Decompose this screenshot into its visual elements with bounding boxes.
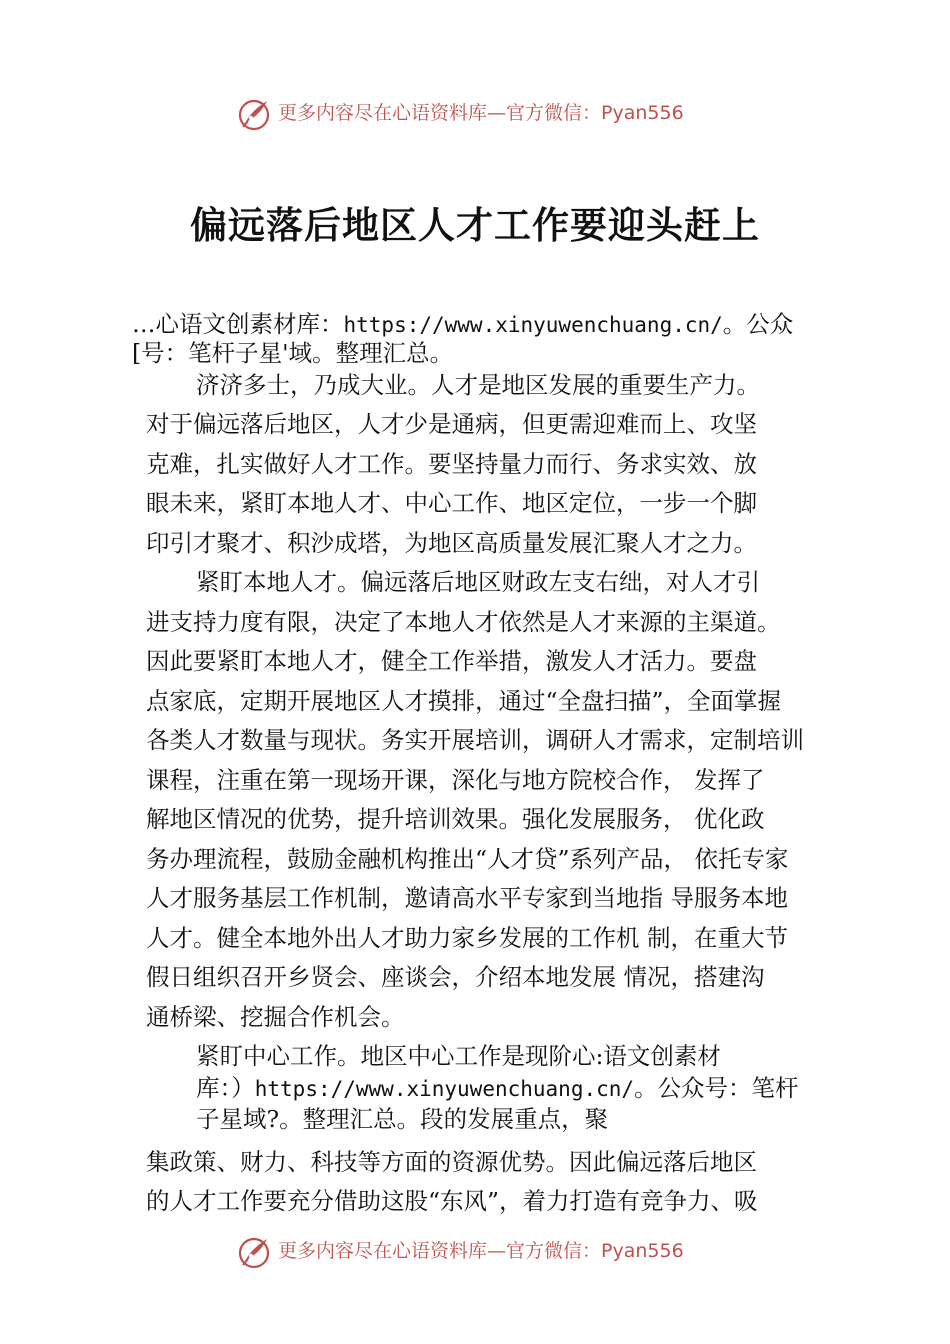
wechat-id: Pyan556 [601,102,684,124]
page-title: 偏远落后地区人才工作要迎头赶上 [190,203,760,247]
paragraph-line: 解地区情况的优势，提升培训效果。强化发展服务， 优化政 [146,805,765,833]
paragraph-line: 假日组织召开乡贤会、座谈会，介绍本地发展 情况，搭建沟 [146,963,765,991]
paragraph-line: 克难，扎实做好人才工作。要坚持量力而行、务求实效、放 [146,450,757,478]
paragraph-line: 紧盯本地人才。偏远落后地区财政左支右绌，对人才引 [196,568,760,596]
header-banner [0,94,950,134]
paragraph-line: 紧盯中心工作。地区中心工作是现阶心:语文创素材 [196,1042,721,1070]
source-url: https://www.xinyuwenchuang.cn/ [343,313,723,337]
paragraph-line: 库：）https://www.xinyuwenchuang.cn/。公众号：笔杆 [196,1074,799,1102]
paragraph-line: 印引才聚才、积沙成塔，为地区高质量发展汇聚人才之力。 [146,529,757,557]
paragraph-line: 人才服务基层工作机制，邀请高水平专家到当地指 导服务本地 [146,884,788,912]
paragraph-line: 课程，注重在第一现场开课，深化与地方院校合作， 发挥了 [146,766,765,794]
paragraph-line: 子星域?。整理汇总。段的发展重点，聚 [196,1105,609,1133]
paragraph-line: 集政策、财力、科技等方面的资源优势。因此偏远落后地区 [146,1148,757,1176]
source-url: https://www.xinyuwenchuang.cn/ [254,1077,635,1101]
banner-text: 更多内容尽在心语资料库—官方微信：Pyan556 [278,1240,684,1262]
paragraph-line: 通桥梁、挖掘合作机会。 [146,1003,405,1031]
paragraph-line: 眼未来，紧盯本地人才、中心工作、地区定位，一步一个脚 [146,489,757,517]
paragraph-line: 点家底，定期开展地区人才摸排，通过“全盘扫描”，全面掌握 [146,687,782,715]
banner-text: 更多内容尽在心语资料库—官方微信：Pyan556 [278,102,684,124]
source-note-line: …心语文创素材库：https://www.xinyuwenchuang.cn/。公众 [132,310,794,338]
paragraph-line: 务办理流程，鼓励金融机构推出“人才贷”系列产品， 依托专家 [146,845,789,873]
paragraph-line: 人才。健全本地外出人才助力家乡发展的工作机 制，在重大节 [146,924,788,952]
paragraph-line: 各类人才数量与现状。务实开展培训，调研人才需求，定制培训 [146,726,804,754]
wechat-id: Pyan556 [601,1240,684,1262]
paragraph-line: 因此要紧盯本地人才，健全工作举措，激发人才活力。要盘 [146,647,757,675]
footer-banner [0,1232,950,1272]
quill-pen-seal-icon [236,1234,272,1270]
paragraph-line: 进支持力度有限，决定了本地人才依然是人才来源的主渠道。 [146,608,781,636]
paragraph-line: 济济多士，乃成大业。人才是地区发展的重要生产力。 [196,371,760,399]
quill-pen-seal-icon [236,96,272,132]
paragraph-line: 对于偏远落后地区，人才少是通病，但更需迎难而上、攻坚 [146,410,757,438]
source-note-line: [号：笔杆子星'域。整理汇总。 [132,339,454,367]
paragraph-line: 的人才工作要充分借助这股“东风”，着力打造有竞争力、吸 [146,1187,758,1215]
